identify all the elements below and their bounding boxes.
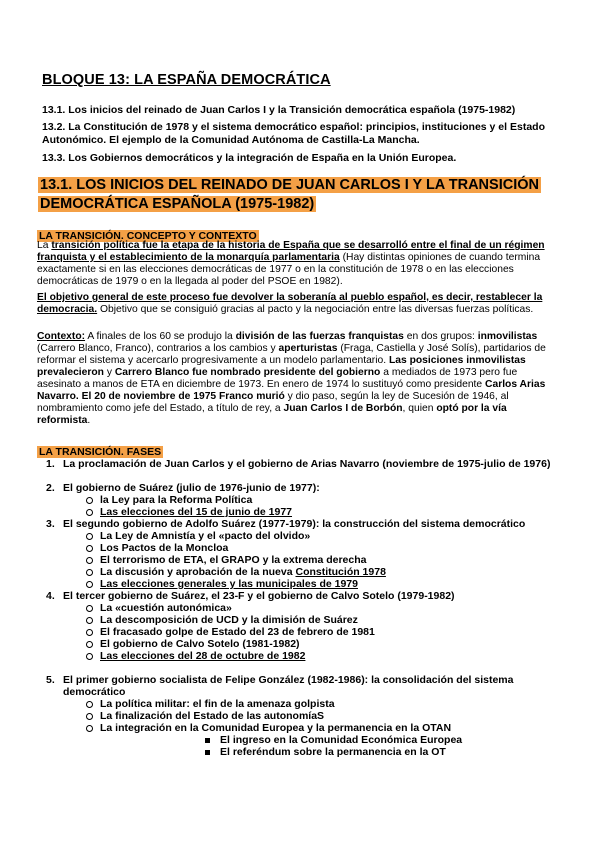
circle-bullet-icon [86,545,93,552]
circle-bullet-icon [86,533,93,540]
phase-subitem: Los Pactos de la Moncloa [100,542,229,554]
toc-item-3: 13.3. Los Gobiernos democráticos y la integración de España en la Unión Europea. [42,152,457,164]
circle-bullet-icon [86,569,93,576]
circle-bullet-icon [86,701,93,708]
circle-bullet-icon [86,581,93,588]
section-title: 13.1. LOS INICIOS DEL REINADO DE JUAN CARLOS I Y LA TRANSICIÓN DEMOCRÁTICA ESPAÑOLA (1975-1982) [40,177,539,212]
concept-paragraph-2: El objetivo general de este proceso fue devolver la soberanía al pueblo español, es decir, restablecer la democracia. Objetivo que se consiguió gracias al pacto y la negociación entre las diversas fuerzas políticas. [37,292,543,315]
phase-subitem: Las elecciones generales y las municipales de 1979 [100,578,358,590]
phase-number: 1. [46,458,55,470]
toc-item-2: 13.2. La Constitución de 1978 y el sistema democrático español: principios, instituciones y el Estado Autonómico. El ejemplo de la Comunidad Autónoma de Castilla-La Mancha. [42,121,545,146]
circle-bullet-icon [86,653,93,660]
circle-bullet-icon [86,617,93,624]
concept-paragraph-1: La transición política fue la etapa de la historia de España que se desarrolló entre el final de un régimen franquista y el establecimiento de la monarquía parlamentaria (Hay distintas opiniones de cuando termina exactamente si en las elecciones democráticas de 1977 o en la constitución de 1978 o en las elecciones democráticas de 1979 o en la llegada al poder del PSOE en 1982). [37,240,545,287]
phase-subitem: La finalización del Estado de las autonomíaS [100,710,325,722]
phase-subitem: Las elecciones del 28 de octubre de 1982 [100,650,306,662]
phase-subitem: La discusión y aprobación de la nueva Constitución 1978 [100,566,386,578]
phase-subitem: La Ley de Amnistía y el «pacto del olvido» [100,530,311,542]
phase-item-3: El segundo gobierno de Adolfo Suárez (1977-1979): la construcción del sistema democrático [63,518,526,530]
phase-subitem: La integración en la Comunidad Europea y la permanencia en la OTAN [100,722,452,734]
phase-subsubitem: El ingreso en la Comunidad Económica Europea [220,734,463,746]
circle-bullet-icon [86,713,93,720]
concept-heading: LA TRANSICIÓN. CONCEPTO Y CONTEXTO [39,230,257,242]
circle-bullet-icon [86,605,93,612]
phase-number: 3. [46,518,55,530]
phase-subitem: La política militar: el fin de la amenaza golpista [100,698,335,710]
phase-number: 5. [46,674,55,686]
phase-subitem: La «cuestión autonómica» [100,602,232,614]
toc-item-1: 13.1. Los inicios del reinado de Juan Carlos I y la Transición democrática española (1975-1982) [42,104,516,116]
phase-number: 4. [46,590,55,602]
circle-bullet-icon [86,629,93,636]
page-title: BLOQUE 13: LA ESPAÑA DEMOCRÁTICA [42,72,331,88]
square-bullet-icon [205,750,210,755]
phase-subitem: la Ley para la Reforma Política [100,494,253,506]
phase-number: 2. [46,482,55,494]
phase-subitem: La descomposición de UCD y la dimisión de Suárez [100,614,358,626]
phase-item-1: La proclamación de Juan Carlos y el gobierno de Arias Navarro (noviembre de 1975-julio de 1976) [63,458,551,470]
circle-bullet-icon [86,509,93,516]
phase-subitem: El terrorismo de ETA, el GRAPO y la extrema derecha [100,554,367,566]
phase-subitem: El fracasado golpe de Estado del 23 de febrero de 1981 [100,626,375,638]
circle-bullet-icon [86,497,93,504]
phase-subitem: El gobierno de Calvo Sotelo (1981-1982) [100,638,300,650]
phase-item-5: El primer gobierno socialista de Felipe González (1982-1986): la consolidación del sistema democrático [63,674,514,698]
phase-subitem: Las elecciones del 15 de junio de 1977 [100,506,293,518]
phases-heading: LA TRANSICIÓN. FASES [39,446,162,458]
circle-bullet-icon [86,725,93,732]
concept-paragraph-3: Contexto: A finales de los 60 se produjo la división de las fuerzas franquistas en dos grupos: inmovilistas (Carrero Blanco, Franco), contrarios a los cambios y aperturistas (Fraga, Castiella y José Solís), partidarios de reformar el sistema y acercarlo progresivamente a un modelo parlamentario. Las posiciones inmovilistas prevalecieron y Carrero Blanco fue nombrado presidente del gobierno a mediados de 1973 pero fue asesinato a manos de ETA en diciembre de 1973. En enero de 1974 lo sustituyó como presidente Carlos Arias Navarro. El 20 de noviembre de 1975 Franco murió y dio paso, según la ley de Sucesión de 1946, al nombramiento como jefe del Estado, a título de rey, a Juan Carlos I de Borbón, quien optó por la vía reformista. [37,331,546,426]
phase-subsubitem: El referéndum sobre la permanencia en la OT [220,746,446,758]
circle-bullet-icon [86,557,93,564]
phase-item-4: El tercer gobierno de Suárez, el 23-F y el gobierno de Calvo Sotelo (1979-1982) [63,590,455,602]
circle-bullet-icon [86,641,93,648]
phase-item-2: El gobierno de Suárez (julio de 1976-junio de 1977): [63,482,320,494]
square-bullet-icon [205,738,210,743]
